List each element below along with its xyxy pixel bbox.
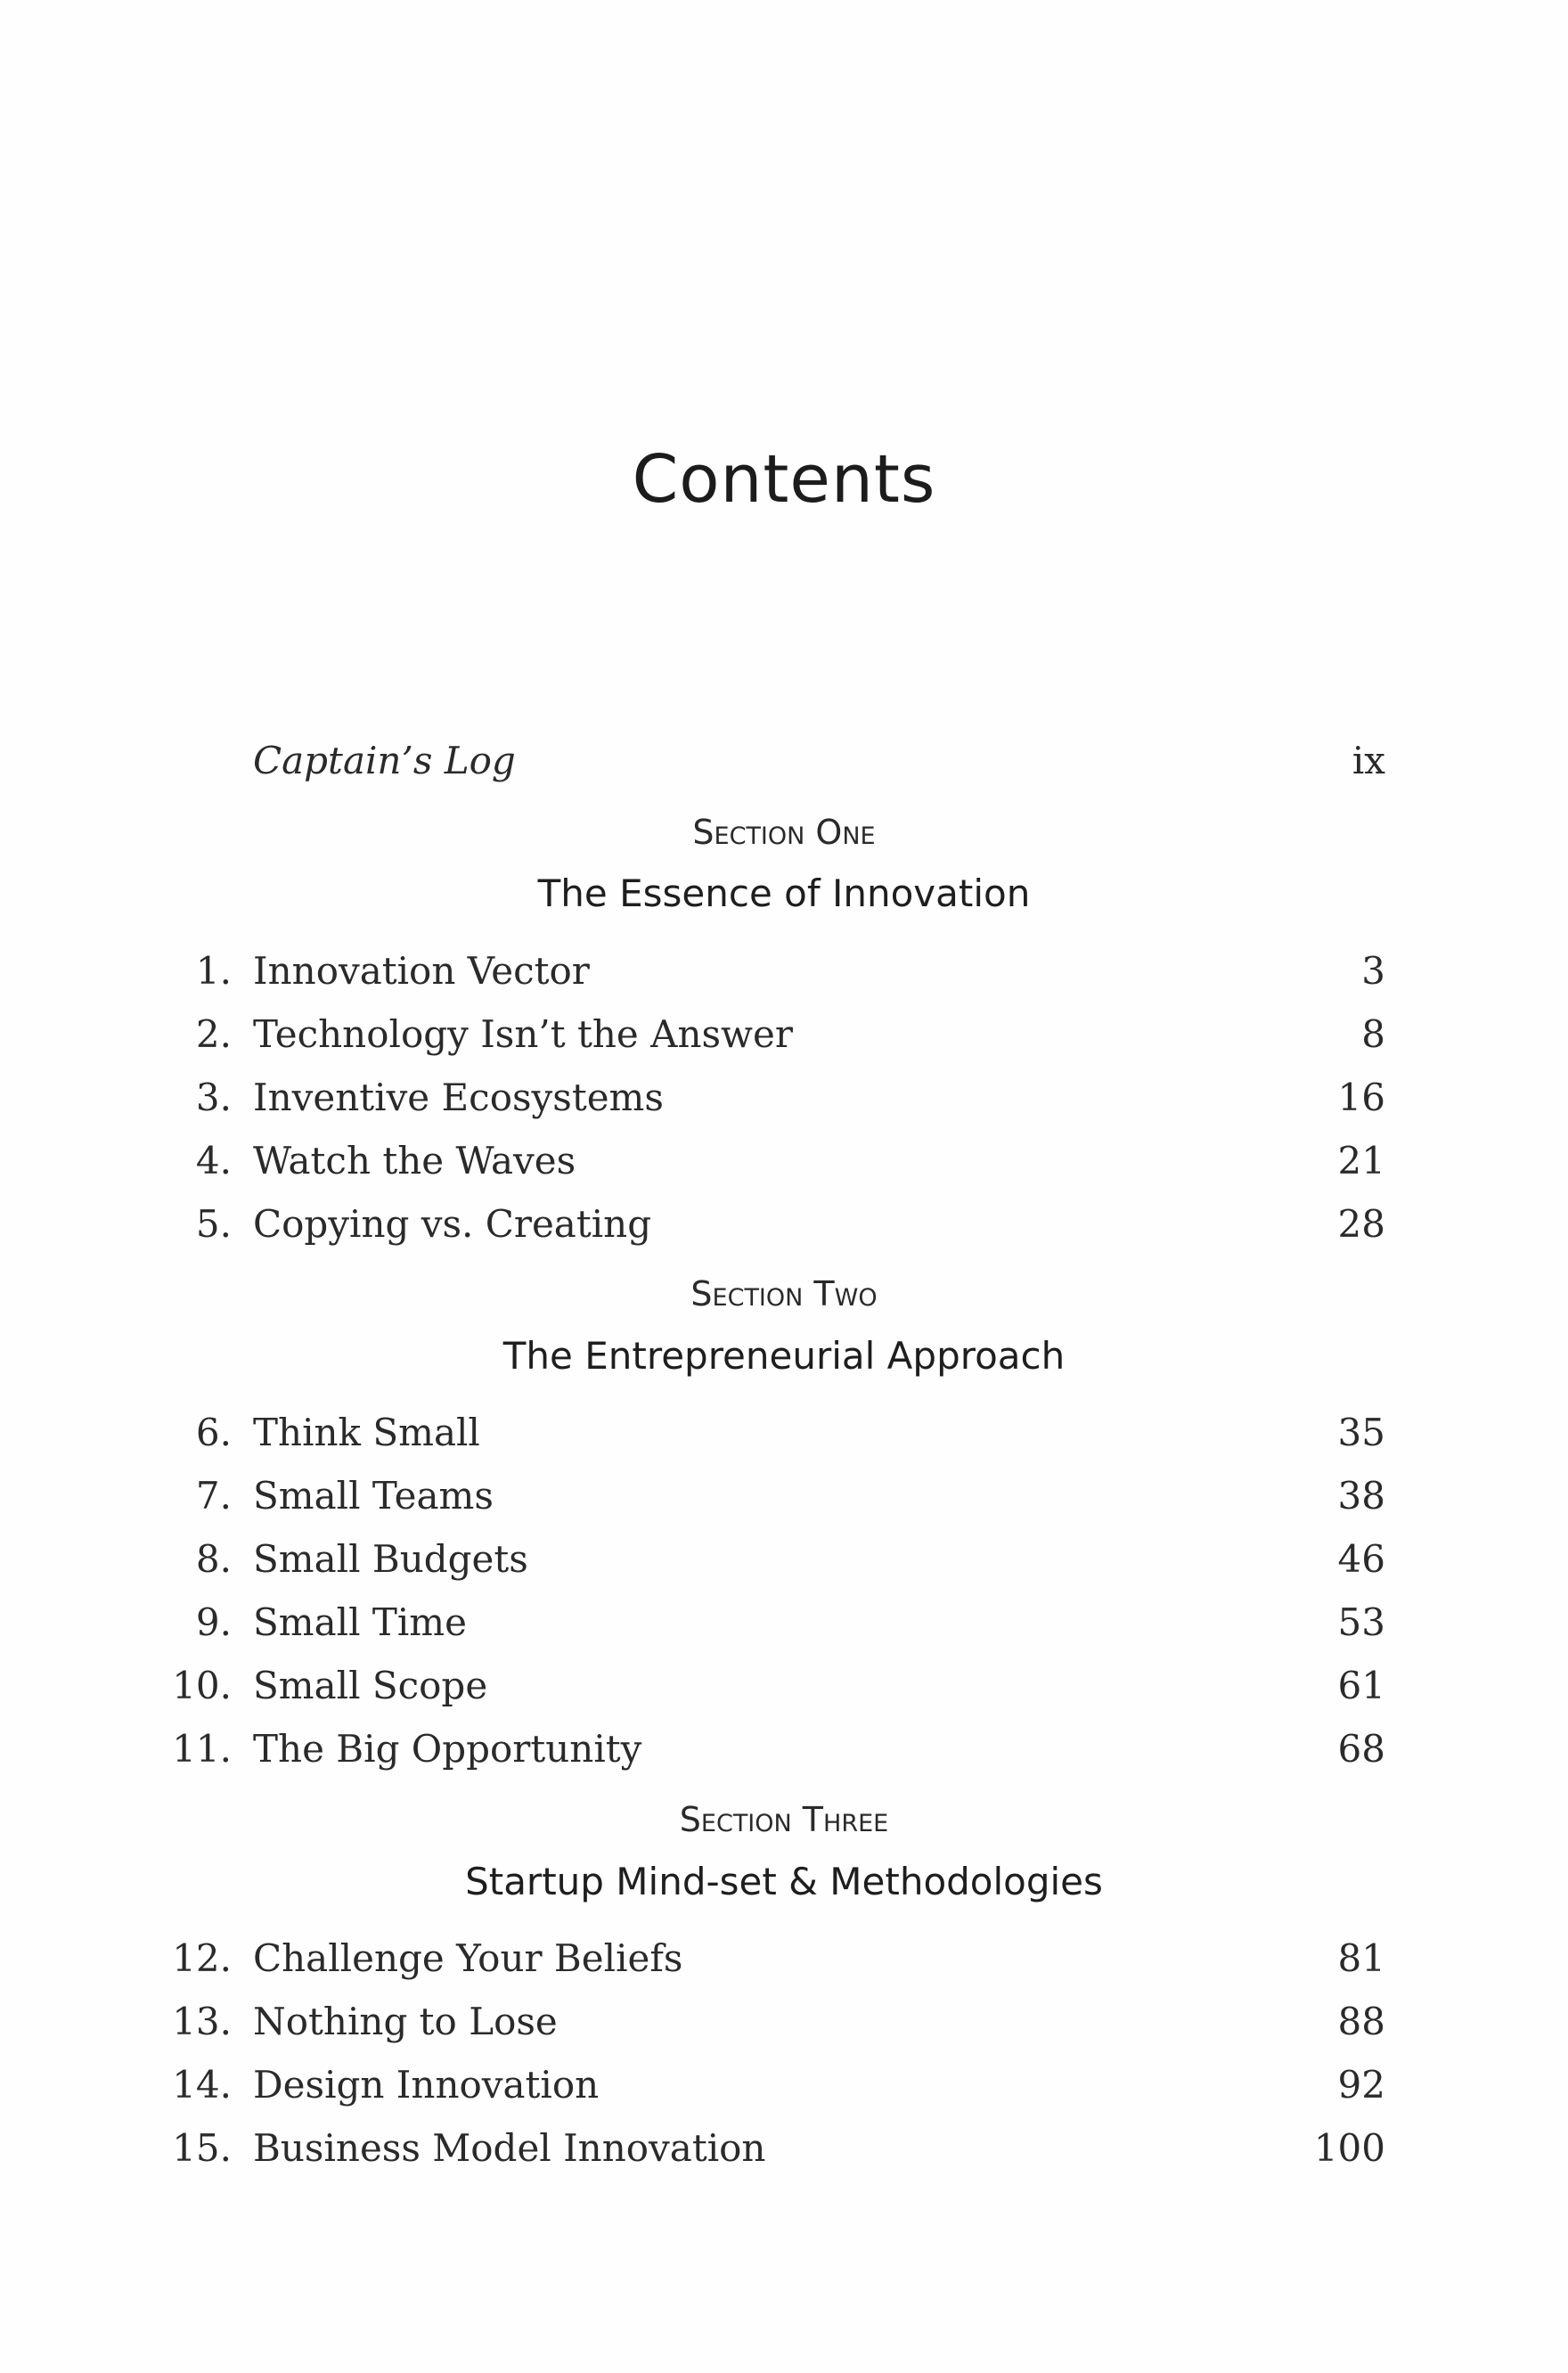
toc-entry-number: 11. (172, 1727, 232, 1771)
toc-entry-number: 4. (195, 1139, 232, 1182)
toc-entry[interactable] (0, 1657, 1568, 1714)
toc-entry-number: 6. (195, 1411, 232, 1454)
section-title: Startup Mind-set & Methodologies (465, 1860, 1103, 1903)
toc-entry[interactable] (0, 1531, 1568, 1588)
section-title: The Entrepreneurial Approach (502, 1334, 1066, 1378)
toc-entry-title: Challenge Your Beliefs (253, 1936, 683, 1980)
toc-entry-page: 100 (1313, 2126, 1385, 2170)
page-title: Contents (632, 441, 936, 518)
toc-entry-title: Watch the Waves (253, 1139, 576, 1182)
toc-entry[interactable] (0, 1721, 1568, 1778)
toc-entry-page: 53 (1337, 1600, 1385, 1644)
toc-entry-number: 2. (195, 1012, 232, 1056)
toc-entry-number: 9. (195, 1600, 232, 1644)
toc-entry-page: 28 (1337, 1202, 1385, 1246)
section-label: Section One (692, 813, 876, 852)
toc-entry[interactable] (0, 1404, 1568, 1461)
toc-entry-page: 35 (1337, 1411, 1385, 1454)
toc-entry[interactable] (0, 1468, 1568, 1525)
toc-entry[interactable] (0, 1133, 1568, 1190)
toc-entry-title: Design Innovation (253, 2063, 600, 2107)
toc-entry-number: 3. (195, 1076, 232, 1119)
toc-entry[interactable] (0, 1196, 1568, 1253)
toc-entry[interactable] (0, 1006, 1568, 1063)
toc-entry[interactable] (0, 1930, 1568, 1987)
toc-entry-page: 92 (1337, 2063, 1385, 2107)
toc-entry-number: 13. (172, 2000, 232, 2043)
toc-entry-title: Small Time (253, 1600, 467, 1644)
toc-entry-title: Nothing to Lose (253, 2000, 558, 2043)
toc-entry-title: Think Small (253, 1411, 480, 1454)
section-label: Section Three (679, 1800, 889, 1839)
toc-entry-page: 38 (1337, 1474, 1385, 1518)
toc-entry-title: Innovation Vector (253, 949, 590, 993)
section-title: The Essence of Innovation (537, 871, 1031, 915)
toc-entry-title: Small Teams (253, 1474, 494, 1518)
toc-entry-title: Copying vs. Creating (253, 1202, 652, 1246)
toc-entry-title: Business Model Innovation (253, 2126, 766, 2170)
section-label: Section Two (690, 1274, 878, 1313)
toc-entry-number: 10. (172, 1664, 232, 1707)
toc-entry-number: 8. (195, 1537, 232, 1581)
toc-entry[interactable] (0, 1069, 1568, 1126)
toc-entry[interactable] (0, 1594, 1568, 1651)
toc-entry-number: 12. (172, 1936, 232, 1980)
toc-entry[interactable] (0, 2120, 1568, 2177)
toc-entry-preface[interactable] (0, 732, 1568, 790)
toc-entry-title: Small Budgets (253, 1537, 528, 1581)
toc-entry-page: 46 (1337, 1537, 1385, 1581)
toc-entry-page: 21 (1337, 1139, 1385, 1182)
toc-entry-number: 5. (195, 1202, 232, 1246)
toc-entry-number: 15. (172, 2126, 232, 2170)
toc-entry-title: Inventive Ecosystems (253, 1076, 664, 1119)
toc-entry-title: Technology Isn’t the Answer (253, 1012, 793, 1056)
toc-entry-page: 16 (1337, 1076, 1385, 1119)
toc-entry-title: The Big Opportunity (253, 1727, 642, 1771)
toc-entry-number: 7. (195, 1474, 232, 1518)
toc-entry-page: 68 (1337, 1727, 1385, 1771)
toc-entry-page: ix (1352, 739, 1385, 782)
toc-entry-page: 88 (1337, 2000, 1385, 2043)
toc-entry-title: Captain’s Log (253, 739, 516, 782)
toc-entry-page: 81 (1337, 1936, 1385, 1980)
toc-entry-number: 1. (195, 949, 232, 993)
toc-entry[interactable] (0, 943, 1568, 1000)
toc-entry[interactable] (0, 1993, 1568, 2050)
toc-entry-number: 14. (172, 2063, 232, 2107)
toc-entry-page: 61 (1337, 1664, 1385, 1707)
toc-entry-title: Small Scope (253, 1664, 488, 1707)
toc-entry-page: 8 (1361, 1012, 1385, 1056)
toc-entry-page: 3 (1361, 949, 1385, 993)
toc-entry[interactable] (0, 2057, 1568, 2114)
